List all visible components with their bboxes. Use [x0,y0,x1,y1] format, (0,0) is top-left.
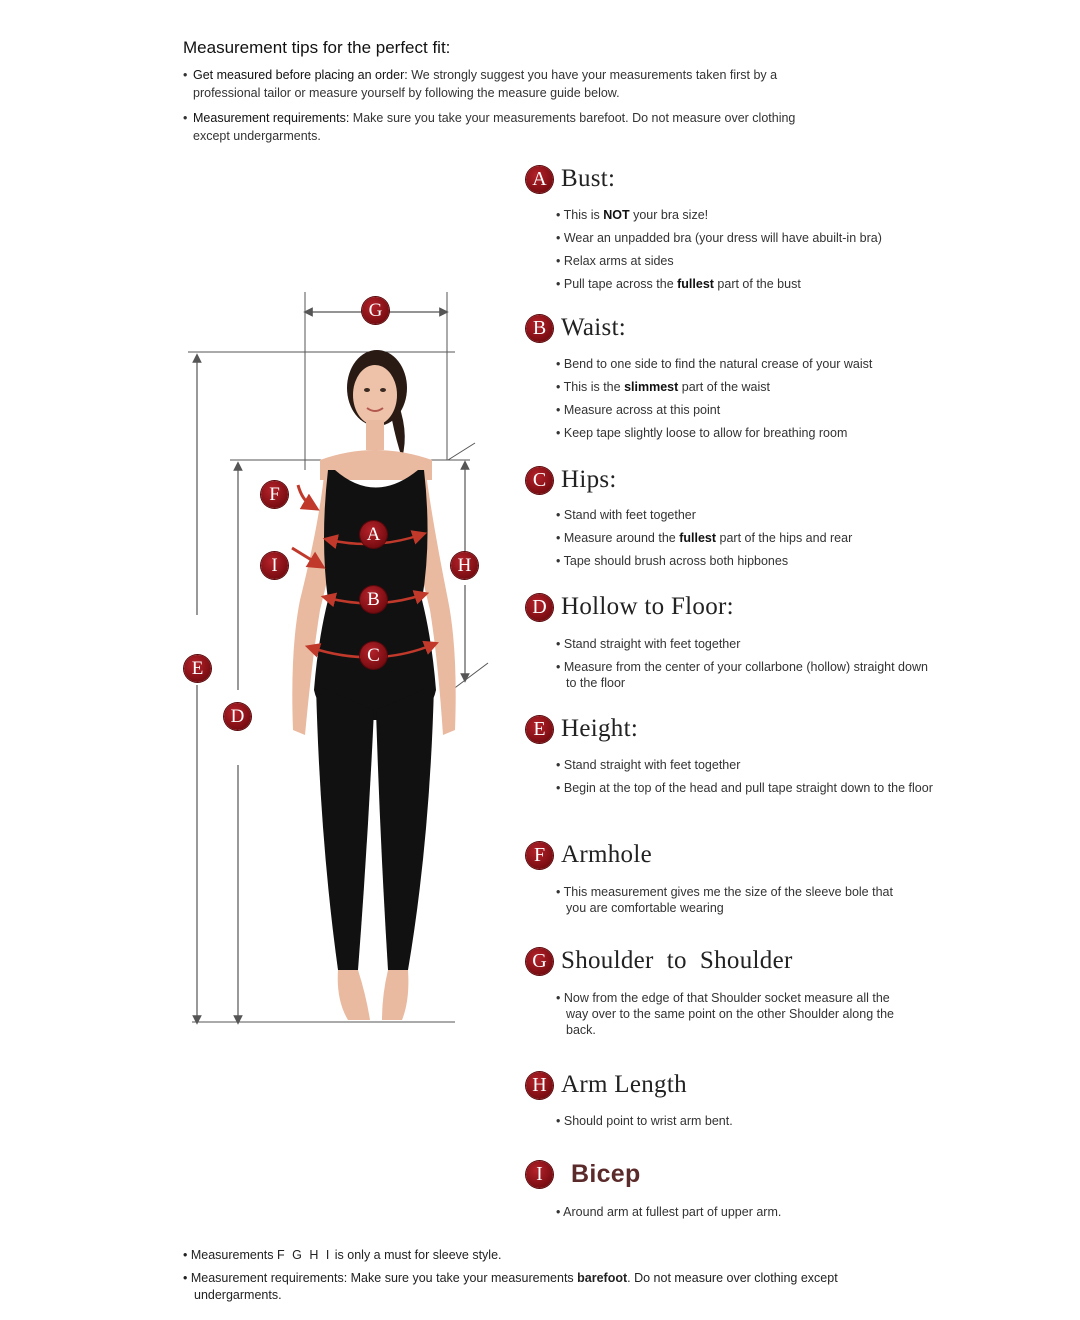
section-waist-header [526,312,626,344]
tip-text: We strongly suggest you have your measurements taken first by a [407,68,778,82]
tip-lead: Measurement requirements: [193,111,350,125]
list-item: • Measure around the fullest part of the hips and rear [556,531,853,545]
section-title-bicep: Bicep [571,1159,641,1188]
list-item: • This is the slimmest part of the waist [556,380,770,394]
diagram-badge-e: E [184,655,211,682]
badge-b: B [526,315,553,342]
armhole-tape [298,485,312,506]
diagram-badge-a: A [360,521,387,548]
section-bicep-items [556,1204,936,1227]
list-item: • Stand straight with feet together [556,637,741,651]
measurement-diagram [170,280,500,1040]
section-shoulder-items [556,990,911,1045]
tip-lead: Get measured before placing an order: [193,68,408,82]
list-item: • Around arm at fullest part of upper arm. [556,1205,782,1219]
list-item: • Pull tape across the fullest part of the bust [556,277,801,291]
section-arm-length-items [556,1113,936,1136]
badge-e: E [526,716,553,743]
list-item: • Now from the edge of that Shoulder socket measure all the way over to the same point on the other Shoulder along the back. [556,991,894,1037]
list-item: • Begin at the top of the head and pull tape straight down to the floor [556,781,933,795]
section-title-hollow: Hollow to Floor: [561,593,734,620]
section-waist-items [556,356,936,448]
list-item: • Tape should brush across both hipbones [556,554,789,568]
diagram-badge-i: I [261,552,288,579]
badge-a: A [526,166,553,193]
list-item: • Bend to one side to find the natural crease of your waist [556,357,873,371]
diagram-badge-b: B [360,586,387,613]
section-title-height: Height: [561,715,639,742]
diagram-badge-f: F [261,481,288,508]
badge-g: G [526,948,553,975]
badge-i: I [526,1161,553,1188]
tips-title: Measurement tips for the perfect fit: [183,38,451,57]
section-bust-header [526,163,615,195]
tip-text-cont: except undergarments. [193,129,321,143]
list-item: • Stand with feet together [556,508,696,522]
badge-d: D [526,594,553,621]
section-arm-length-header [526,1069,687,1101]
section-shoulder-header [526,945,793,977]
diagram-badge-g: G [362,297,389,324]
section-title-hips: Hips: [561,466,617,493]
section-height-header [526,713,638,745]
arm-guide-top [448,443,475,460]
tip-requirements: • Measurement requirements: Make sure you take your measurements barefoot. Do not measure over clothing except undergarments. [183,109,903,145]
section-hollow-items [556,636,936,698]
arm-guide-bottom [452,663,488,690]
list-item: • Stand straight with feet together [556,758,741,772]
diagram-badge-h: H [451,552,478,579]
section-hips-items [556,507,936,576]
tip-get-measured: • Get measured before placing an order: We strongly suggest you have your measurements taken first by a professional tailor or measure yourself by following the measure guide below. [183,66,903,102]
list-item: • Measure across at this point [556,403,721,417]
badge-c: C [526,467,553,494]
tip-text: Make sure you take your measurements barefoot. Do not measure over clothing [349,111,796,125]
section-title-bust: Bust: [561,165,616,192]
diagram-badge-c: C [360,642,387,669]
diagram-badge-d: D [224,703,251,730]
list-item: • Measure from the center of your collarbone (hollow) straight down to the floor [556,660,928,690]
section-title-arm-length: Arm Length [561,1071,687,1098]
badge-f: F [526,842,553,869]
figure-illustration [170,280,500,1040]
section-bust-items [556,207,936,299]
list-item: • This measurement gives me the size of the sleeve bole that you are comfortable wearing [556,885,893,915]
section-armhole-header [526,839,652,871]
badge-h: H [526,1072,553,1099]
section-height-items [556,757,936,803]
woman-figure [292,350,455,1020]
list-item: • Wear an unpadded bra (your dress will have abuilt-in bra) [556,231,882,245]
section-hips-header [526,464,617,496]
section-hollow-header [526,591,734,623]
section-title-shoulder: Shoulder to Shoulder [561,947,793,974]
list-item: • This is NOT your bra size! [556,208,709,222]
section-bicep-header [526,1158,641,1190]
section-title-armhole: Armhole [561,841,652,868]
list-item: • Should point to wrist arm bent. [556,1114,733,1128]
section-armhole-items [556,884,896,923]
tip-text-cont: professional tailor or measure yourself by following the measure guide below. [193,86,620,100]
footer-note-requirements: • Measurement requirements: Make sure you take your measurements barefoot. Do not measure over clothing except undergarments. [183,1271,838,1302]
list-item: • Keep tape slightly loose to allow for breathing room [556,426,848,440]
list-item: • Relax arms at sides [556,254,674,268]
footer-note-sleeve: • Measurements F G H I is only a must for sleeve style. [183,1248,502,1262]
section-title-waist: Waist: [561,314,627,341]
